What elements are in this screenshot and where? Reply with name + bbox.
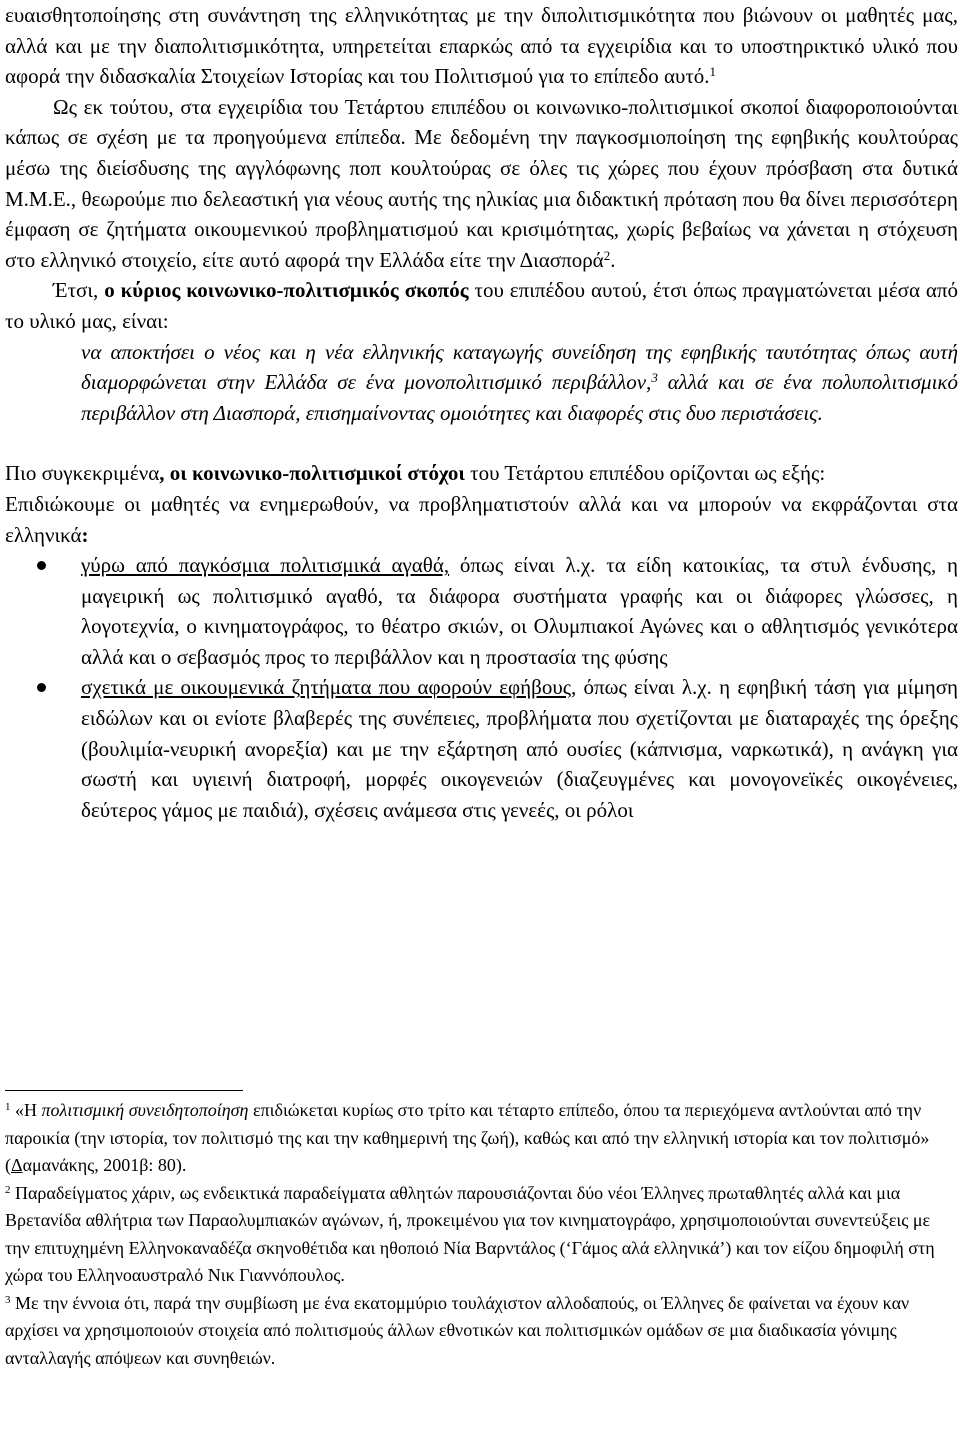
- footnote-1: [5, 1097, 958, 1180]
- paragraph-4: [5, 458, 958, 489]
- footnote-2: [5, 1180, 958, 1290]
- list-item-topic: σχετικά με οικουμενικά ζητήματα που αφορούν εφήβους: [81, 675, 572, 700]
- paragraph-3-lead: Έτσι,: [53, 278, 105, 303]
- paragraph-5: [5, 489, 958, 550]
- footnote-divider: [5, 1090, 243, 1091]
- paragraph-5-text: Επιδιώκουμε οι μαθητές να ενημερωθούν, να προβληματιστούν αλλά και να μπορούν να εκφράζονται στα ελληνικά: [5, 491, 958, 547]
- paragraph-2-text: Ως εκ τούτου, στα εγχειρίδια του Τετάρτου επιπέδου οι κοινωνικο-πολιτισμικοί σκοποί διαφοροποιούνται κάπως σε σχέση με τα προηγούμενα επίπεδα. Με δεδομένη την παγκοσμιοποίηση της εφηβικής κουλτούρας μέσω της διείσδυσης της αγγλόφωνης ποπ κουλτούρας σε όλες τις χώρες που έχουν πρόσβαση στα δυτικά Μ.Μ.Ε., θεωρούμε πιο δελεαστική για νέους αυτής της ηλικίας μια διδακτική πρόταση που θα δίνει περισσότερη έμφαση σε ζητήματα οικουμενικού προβληματισμού και κρισιμότητας, χωρίς βεβαίως να χάνεται η στόχευση στο ελληνικό στοιχείο, είτε αυτό αφορά την Ελλάδα είτε την Διασπορά: [5, 94, 958, 272]
- main-text: [5, 0, 958, 825]
- bullet-icon: [37, 683, 46, 692]
- list-item: [5, 550, 958, 672]
- main-aim-heading: ο κύριος κοινωνικο-πολιτισμικός σκοπός: [104, 278, 469, 303]
- document-page: [5, 0, 959, 1368]
- paragraph-2: [5, 92, 958, 276]
- list-item-text: όπως είναι λ.χ. τα είδη κατοικίας, τα στυλ ένδυσης, η μαγειρική ως πολιτισμικό αγαθό, τα διάφορα συστήματα γραφής και οι διάφορες γλώσσες, η λογοτεχνία, ο κινηματογράφος, το θέατρο σκιών, οι Ολυμπιακοί Αγώνες και ο αθλητισμός γενικότερα αλλά και ο σεβασμός προς το περιβάλλον και η προστασία της φύσης: [81, 553, 958, 669]
- aim-quote-text-b: αλλά και σε ένα πολυπολιτισμικό περιβάλλον στη Διασπορά, επισημαίνοντας ομοιότητες και διαφορές στις δυο περιστάσεις.: [81, 370, 959, 425]
- footnote-number: 2: [5, 1183, 11, 1196]
- objectives-list: [5, 550, 958, 825]
- aim-quote-text-a: να αποκτήσει ο νέος και η νέα ελληνικής καταγωγής συνείδηση της εφηβικής ταυτότητας όπως αυτή διαμορφώνεται στην Ελλάδα σε ένα μονοπολιτισμικό περιβάλλον,: [81, 339, 958, 395]
- list-item: [5, 672, 958, 825]
- paragraph-5-colon: :: [81, 522, 89, 547]
- footnote-text: Με την έννοια ότι, παρά την συμβίωση με ένα εκατομμύριο τουλάχιστον αλλοδαπούς, οι Έλληνες δε φαίνεται να έχουν καν αρχίσει να χρησιμοποιούν στοιχεία από πολιτισμούς άλλων εθνοτικών και πολιτισμικών ομάδων σε μια διαδικασία γόνιμης ανταλλαγής απόψεων και συνηθειών.: [5, 1292, 910, 1368]
- paragraph-3-text: του επιπέδου αυτού, έτσι όπως πραγματώνεται μέσα από το υλικό μας, είναι:: [5, 278, 959, 333]
- footnote-number: 1: [5, 1101, 11, 1113]
- paragraph-4-text: του Τετάρτου επιπέδου ορίζονται ως εξής:: [464, 461, 826, 486]
- footnote-underlined: Δ: [11, 1155, 23, 1175]
- footnote-citation: αμανάκης, 2001β: 80).: [22, 1155, 187, 1175]
- objectives-heading: , οι κοινωνικο-πολιτισμικοί στόχοι: [159, 461, 465, 486]
- paragraph-3: [5, 275, 958, 336]
- paragraph-2-end: .: [610, 247, 616, 272]
- list-item-text: , όπως είναι λ.χ. η εφηβική τάση για μίμηση ειδώλων και οι ενίοτε βλαβερές της συνέπειες, προβλήματα που σχετίζονται με διαταραχές της όρεξης (βουλιμία-νευρική ανορεξία) και με την εξάρτηση από ουσίες (κάπνισμα, ναρκωτικά), η ανάγκη για σωστή και υγιεινή διατροφή, μορφές οικογενειών (διαζευγμένες και μονογονεϊκές οικογένειες, δεύτερος γάμος με παιδιά), σχέσεις ανάμεσα στις γενεές, οι ρόλοι: [81, 675, 958, 822]
- footnote-italic-term: πολιτισμική συνειδητοποίηση: [41, 1100, 249, 1120]
- paragraph-1-text: ευαισθητοποίησης στη συνάντηση της ελληνικότητας με την διπολιτισμικότητα που βιώνουν οι μαθητές μας, αλλά και με την διαπολιτισμικότητα, υπηρετείται επαρκώς από τα εγχειρίδια και το υποστηρικτικό υλικό που αφορά την διδασκαλία Στοιχείων Ιστορίας και του Πολιτισμού για το επίπεδο αυτό.: [5, 3, 958, 89]
- footnote-number: 3: [5, 1293, 11, 1306]
- footnote-text: επιδιώκεται κυρίως στο τρίτο και τέταρτο επίπεδο, όπου τα περιεχόμενα αντλούνται από την παροικία (την ιστορία, τον πολιτισμό της και την καθημερινή της ζωή), καθώς και από την ελληνική ιστορία και τον πολιτισμό» (: [5, 1100, 930, 1175]
- footnote-ref-1[interactable]: 1: [709, 64, 717, 80]
- footnote-text: «Η: [15, 1100, 42, 1120]
- paragraph-spacer: [5, 428, 958, 458]
- list-item-topic: γύρω από παγκόσμια πολιτισμικά αγαθά,: [81, 553, 450, 578]
- aim-quote: [81, 337, 958, 429]
- bullet-icon: [37, 561, 46, 570]
- footnote-text: Παραδείγματος χάριν, ως ενδεικτικά παραδείγματα αθλητών παρουσιάζονται δύο νέοι Έλληνες πρωταθλητές αλλά και μια Βρετανίδα αθλήτρια των Παραολυμπιακών αγώνων, ή, προκειμένου για τον κινηματογράφο, χρησιμοποιούνται συνεντεύξεις με την επιτυχημένη Ελληνοκαναδέζα σκηνοθέτιδα και ηθοποιό Νία Βαρντάλος (‘Γάμος αλά ελληνικά’) και τον είζου δημοφιλή στη χώρα του Ελληνοαυστραλό Νικ Γιαννόπουλος.: [5, 1182, 935, 1285]
- footnote-3: [5, 1290, 958, 1373]
- paragraph-1: [5, 0, 958, 92]
- footnote-ref-3[interactable]: 3: [651, 370, 658, 386]
- paragraph-4-lead: Πιο συγκεκριμένα: [5, 461, 160, 486]
- footnotes: [5, 1097, 958, 1372]
- footnote-ref-2[interactable]: 2: [603, 247, 611, 263]
